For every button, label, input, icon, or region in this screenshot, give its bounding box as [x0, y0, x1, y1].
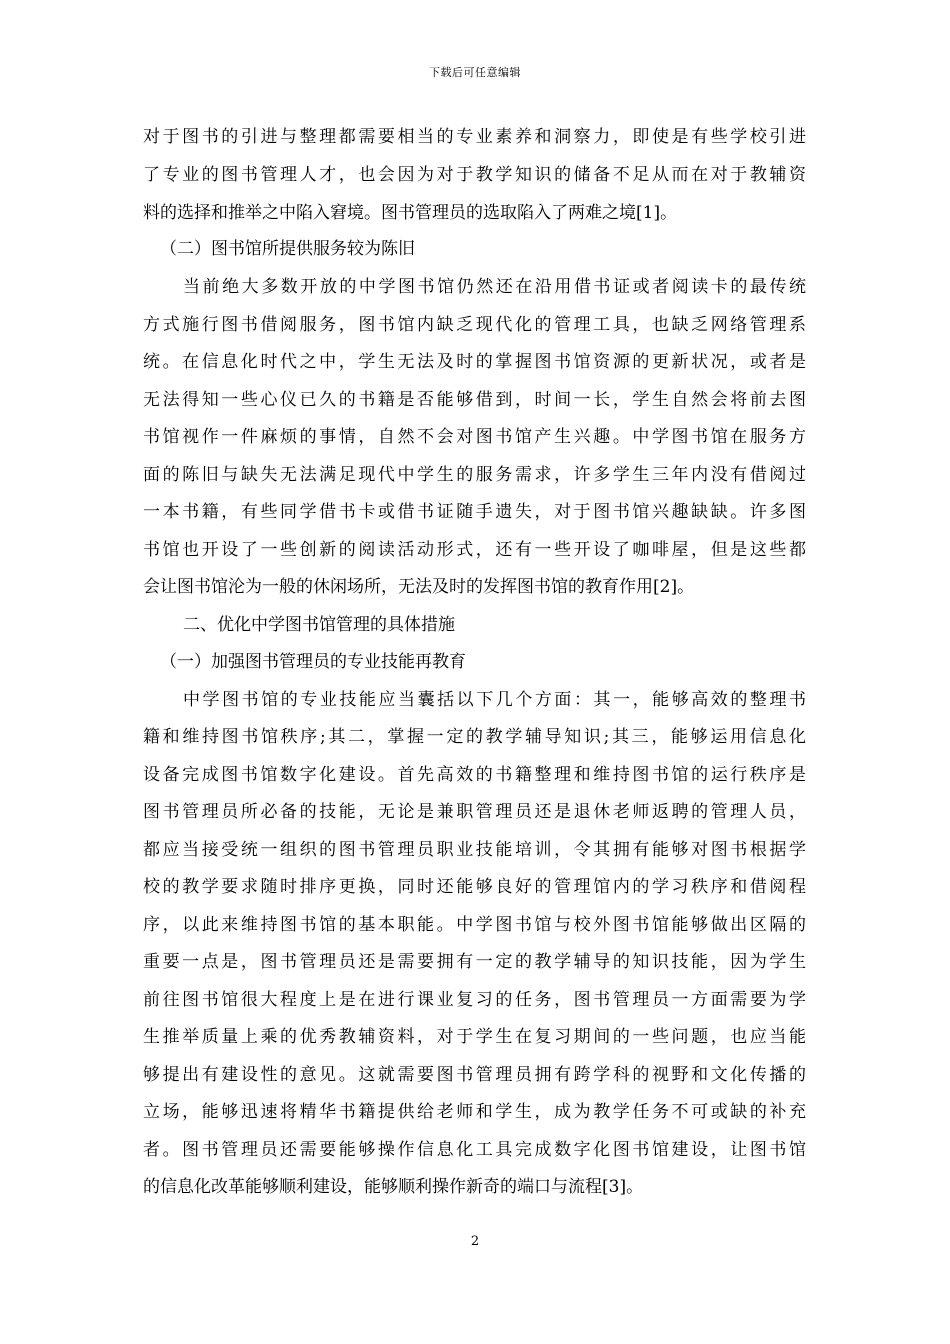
text-line: 书馆也开设了一些创新的阅读活动形式，还有一些开设了咖啡屋，但是这些都 — [143, 540, 806, 560]
text-line: 前往图书馆很大程度上是在进行课业复习的任务，图书管理员一方面需要为学 — [143, 990, 806, 1010]
text-line: 籍和维持图书馆秩序;其二，掌握一定的教学辅导知识;其三，能够运用信息化 — [143, 727, 806, 747]
text-line: 书馆视作一件麻烦的事情，自然不会对图书馆产生兴趣。中学图书馆在服务方 — [143, 427, 806, 447]
text-line: 图书管理员所必备的技能，无论是兼职管理员还是退休老师返聘的管理人员， — [143, 802, 806, 822]
text-line: 中学图书馆的专业技能应当囊括以下几个方面：其一，能够高效的整理书 — [183, 690, 806, 710]
text-line: 无法得知一些心仪已久的书籍是否能够借到，时间一长，学生自然会将前去图 — [143, 390, 806, 410]
section-heading: 二、优化中学图书馆管理的具体措施 — [183, 615, 455, 635]
text-line: 料的选择和推举之中陷入窘境。图书管理员的选取陷入了两难之境[1]。 — [143, 203, 678, 223]
text-line: 当前绝大多数开放的中学图书馆仍然还在沿用借书证或者阅读卡的最传统 — [183, 277, 806, 297]
text-line: 了专业的图书管理人才，也会因为对于教学知识的储备不足从而在对于教辅资 — [143, 165, 806, 185]
text-line: 够提出有建设性的意见。这就需要图书管理员拥有跨学科的视野和文化传播的 — [143, 1065, 806, 1085]
text-line: 校的教学要求随时排序更换，同时还能够良好的管理馆内的学习秩序和借阅程 — [143, 877, 806, 897]
text-line: 方式施行图书借阅服务，图书馆内缺乏现代化的管理工具，也缺乏网络管理系 — [143, 315, 806, 335]
section-subheading: （一）加强图书管理员的专业技能再教育 — [160, 652, 466, 672]
text-line: 生推举质量上乘的优秀教辅资料，对于学生在复习期间的一些问题，也应当能 — [143, 1027, 806, 1047]
text-line: 者。图书管理员还需要能够操作信息化工具完成数字化图书馆建设，让图书馆 — [143, 1140, 806, 1160]
text-line: 都应当接受统一组织的图书管理员职业技能培训，令其拥有能够对图书根据学 — [143, 840, 806, 860]
text-line: 序，以此来维持图书馆的基本职能。中学图书馆与校外图书馆能够做出区隔的 — [143, 915, 806, 935]
text-line: 重要一点是，图书管理员还是需要拥有一定的教学辅导的知识技能，因为学生 — [143, 952, 806, 972]
text-line: 会让图书馆沦为一般的休闲场所，无法及时的发挥图书馆的教育作用[2]。 — [143, 577, 695, 597]
text-line: 一本书籍，有些同学借书卡或借书证随手遗失，对于图书馆兴趣缺缺。许多图 — [143, 502, 806, 522]
text-line: 面的陈旧与缺失无法满足现代中学生的服务需求，许多学生三年内没有借阅过 — [143, 465, 806, 485]
section-subheading: （二）图书馆所提供服务较为陈旧 — [160, 239, 415, 259]
text-line: 立场，能够迅速将精华书籍提供给老师和学生，成为教学任务不可或缺的补充 — [143, 1102, 806, 1122]
page-number: 2 — [470, 1234, 480, 1249]
text-line: 设备完成图书馆数字化建设。首先高效的书籍整理和维持图书馆的运行秩序是 — [143, 765, 806, 785]
text-line: 对于图书的引进与整理都需要相当的专业素养和洞察力，即使是有些学校引进 — [143, 127, 806, 147]
page-header: 下载后可任意编辑 — [429, 66, 521, 79]
text-line: 的信息化改革能够顺利建设，能够顺利操作新奇的端口与流程[3]。 — [143, 1177, 644, 1197]
text-line: 统。在信息化时代之中，学生无法及时的掌握图书馆资源的更新状况，或者是 — [143, 352, 806, 372]
